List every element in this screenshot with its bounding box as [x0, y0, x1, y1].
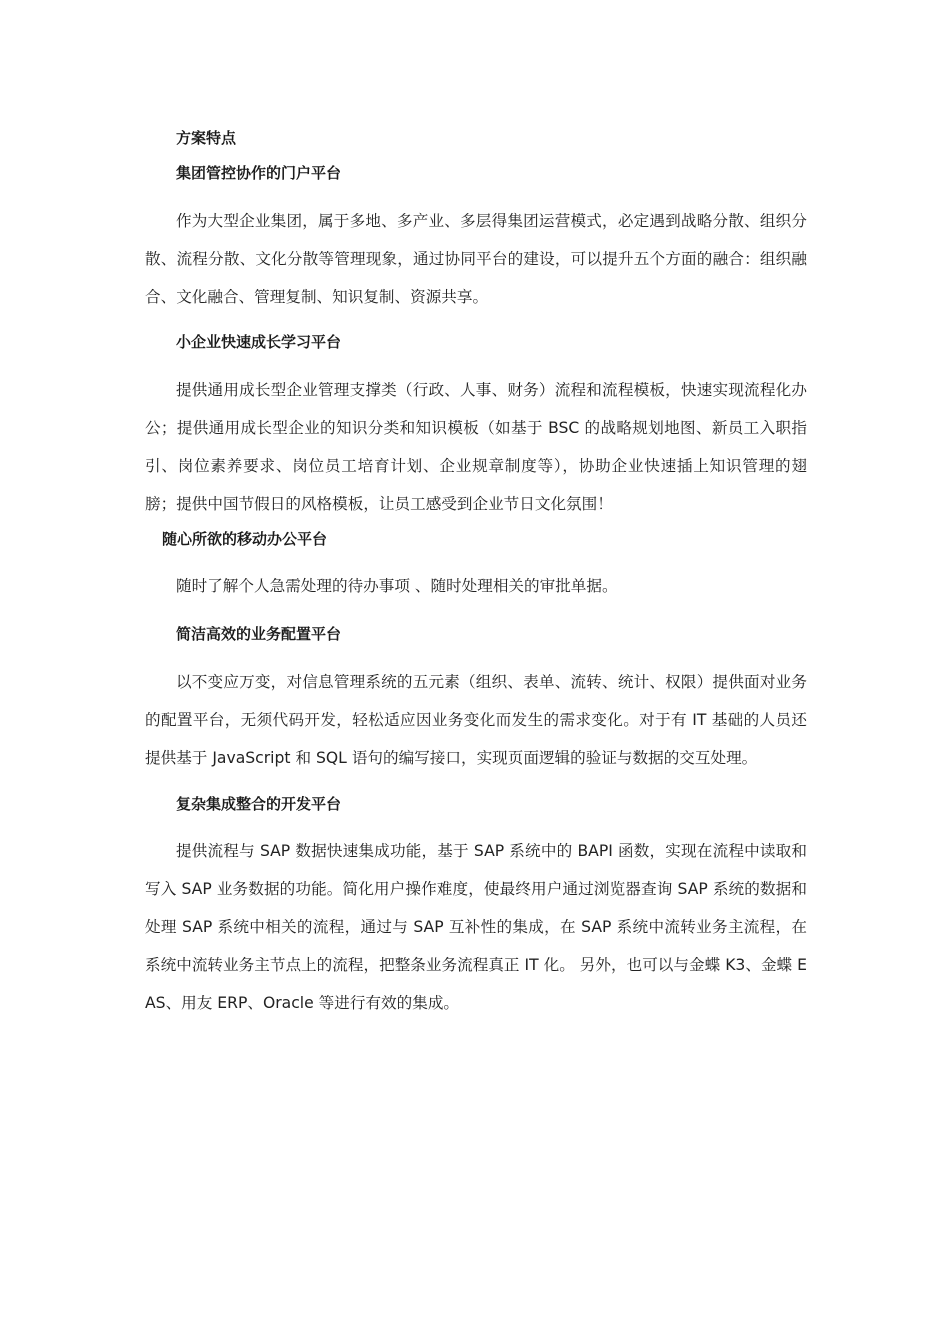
- document-title: 方案特点: [176, 129, 237, 147]
- section-body-mobile-platform: 随时了解个人急需处理的待办事项 、随时处理相关的审批单据。: [176, 577, 618, 595]
- section-heading-portal-platform: 集团管控协作的门户平台: [176, 164, 342, 182]
- section-heading-integration-platform: 复杂集成整合的开发平台: [176, 795, 342, 813]
- section-heading-config-platform: 简洁高效的业务配置平台: [176, 625, 342, 643]
- section-body-portal-platform: 作为大型企业集团，属于多地、多产业、多层得集团运营模式，必定遇到战略分散、组织分散、流程分散、文化分散等管理现象，通过协同平台的建设，可以提升五个方面的融合：组织融合、文化融合、管理复制、知识复制、资源共享。: [145, 212, 807, 306]
- section-heading-learning-platform: 小企业快速成长学习平台: [176, 333, 342, 351]
- section-body-config-platform: 以不变应万变，对信息管理系统的五元素（组织、表单、流转、统计、权限）提供面对业务的配置平台，无须代码开发，轻松适应因业务变化而发生的需求变化。对于有 IT 基础的人员还提供基于 JavaScript 和 SQL 语句的编写接口，实现页面逻辑的验证与数据的交互处理。: [145, 673, 807, 767]
- section-body-integration-platform: 提供流程与 SAP 数据快速集成功能，基于 SAP 系统中的 BAPI 函数，实现在流程中读取和写入 SAP 业务数据的功能。简化用户操作难度，使最终用户通过浏览器查询 SAP 系统的数据和处理 SAP 系统中相关的流程，通过与 SAP 互补性的集成，在 SAP 系统中流转业务主流程，在系统中流转业务主节点上的流程，把整条业务流程真正 IT 化。 另外，也可以与金蝶 K3、金蝶 EAS、用友 ERP、Oracle 等进行有效的集成。: [145, 842, 807, 1012]
- section-body-learning-platform: 提供通用成长型企业管理支撑类（行政、人事、财务）流程和流程模板，快速实现流程化办公；提供通用成长型企业的知识分类和知识模板（如基于 BSC 的战略规划地图、新员工入职指引、岗位素养要求、岗位员工培育计划、企业规章制度等），协助企业快速插上知识管理的翅膀；提供中国节假日的风格模板，让员工感受到企业节日文化氛围！: [145, 381, 807, 513]
- section-heading-mobile-platform: 随心所欲的移动办公平台: [162, 530, 328, 548]
